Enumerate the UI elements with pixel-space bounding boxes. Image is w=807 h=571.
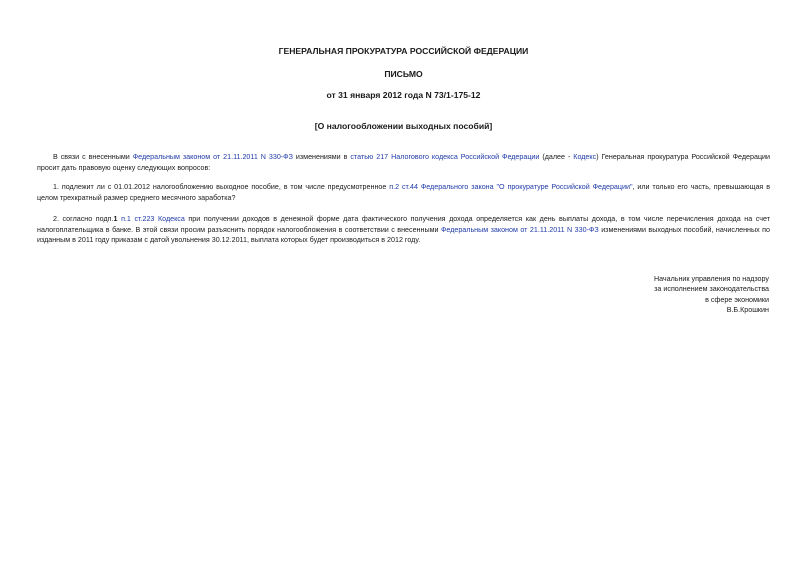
text-span: изменениями выходных пособий, начисленных по изданным в 2011 году приказам с датой увольнения 30.12.2011, выплата которых будет производиться в 2012 году. xyxy=(37,225,770,245)
link-code-art-223[interactable]: п.1 ст.223 Кодекса xyxy=(121,215,185,223)
link-federal-law-330[interactable]: Федеральным законом от 21.11.2011 N 330-ФЗ xyxy=(440,225,599,234)
document-date-number: от 31 января 2012 года N 73/1-175-12 xyxy=(326,90,481,100)
document-type: ПИСЬМО xyxy=(384,69,423,79)
link-prosecutor-law-art-44[interactable]: п.2 ст.44 Федерального закона "О прокуратуре Российской Федерации" xyxy=(389,183,633,191)
link-federal-law-330[interactable]: Федеральным законом от 21.11.2011 N 330-ФЗ xyxy=(132,153,293,161)
text-span: ) Генеральная прокуратура Российской Федерации просит дать правовую оценку следующих вопросов: xyxy=(37,153,771,172)
text-span: , или только его часть, превышающая в целом трехкратный размер среднего месячного заработка? xyxy=(37,183,770,202)
bold-subparagraph-number: 1 xyxy=(113,215,118,223)
signatory-name: В.Б.Крошкин xyxy=(726,306,769,315)
signature-position-line-3: в сфере экономики xyxy=(705,295,769,304)
paragraph-intro xyxy=(37,152,770,173)
paragraph-question-1 xyxy=(37,182,770,203)
text-span: изменениями в xyxy=(292,153,351,161)
text-span: 1. подлежит ли с 01.01.2012 налогообложению выходное пособие, в том числе предусмотренное xyxy=(53,183,390,191)
organization-title: ГЕНЕРАЛЬНАЯ ПРОКУРАТУРА РОССИЙСКОЙ ФЕДЕРАЦИИ xyxy=(278,46,529,56)
text-span: при получении доходов в денежной форме дата фактического получения дохода определяется как день выплаты дохода, в том числе перечисления дохода на счет налогоплательщика в банке. В этой связи просим разъяснить порядок налогообложения в соответствии с внесенными xyxy=(37,215,770,234)
signature-block xyxy=(654,274,769,316)
text-span: В связи с внесенными xyxy=(53,153,133,161)
link-code[interactable]: Кодекс xyxy=(573,153,597,161)
text-span: 2. согласно подп. xyxy=(53,215,114,223)
signature-position-line-1: Начальник управления по надзору xyxy=(653,275,769,283)
text-span: (далее - xyxy=(539,153,574,161)
paragraph-question-2 xyxy=(37,214,770,246)
document-subject: [О налогообложении выходных пособий] xyxy=(314,121,493,131)
signature-position-line-2: за исполнением законодательства xyxy=(654,285,769,294)
link-tax-code-article-217[interactable]: статью 217 Налогового кодекса Российской Федерации xyxy=(350,153,540,161)
